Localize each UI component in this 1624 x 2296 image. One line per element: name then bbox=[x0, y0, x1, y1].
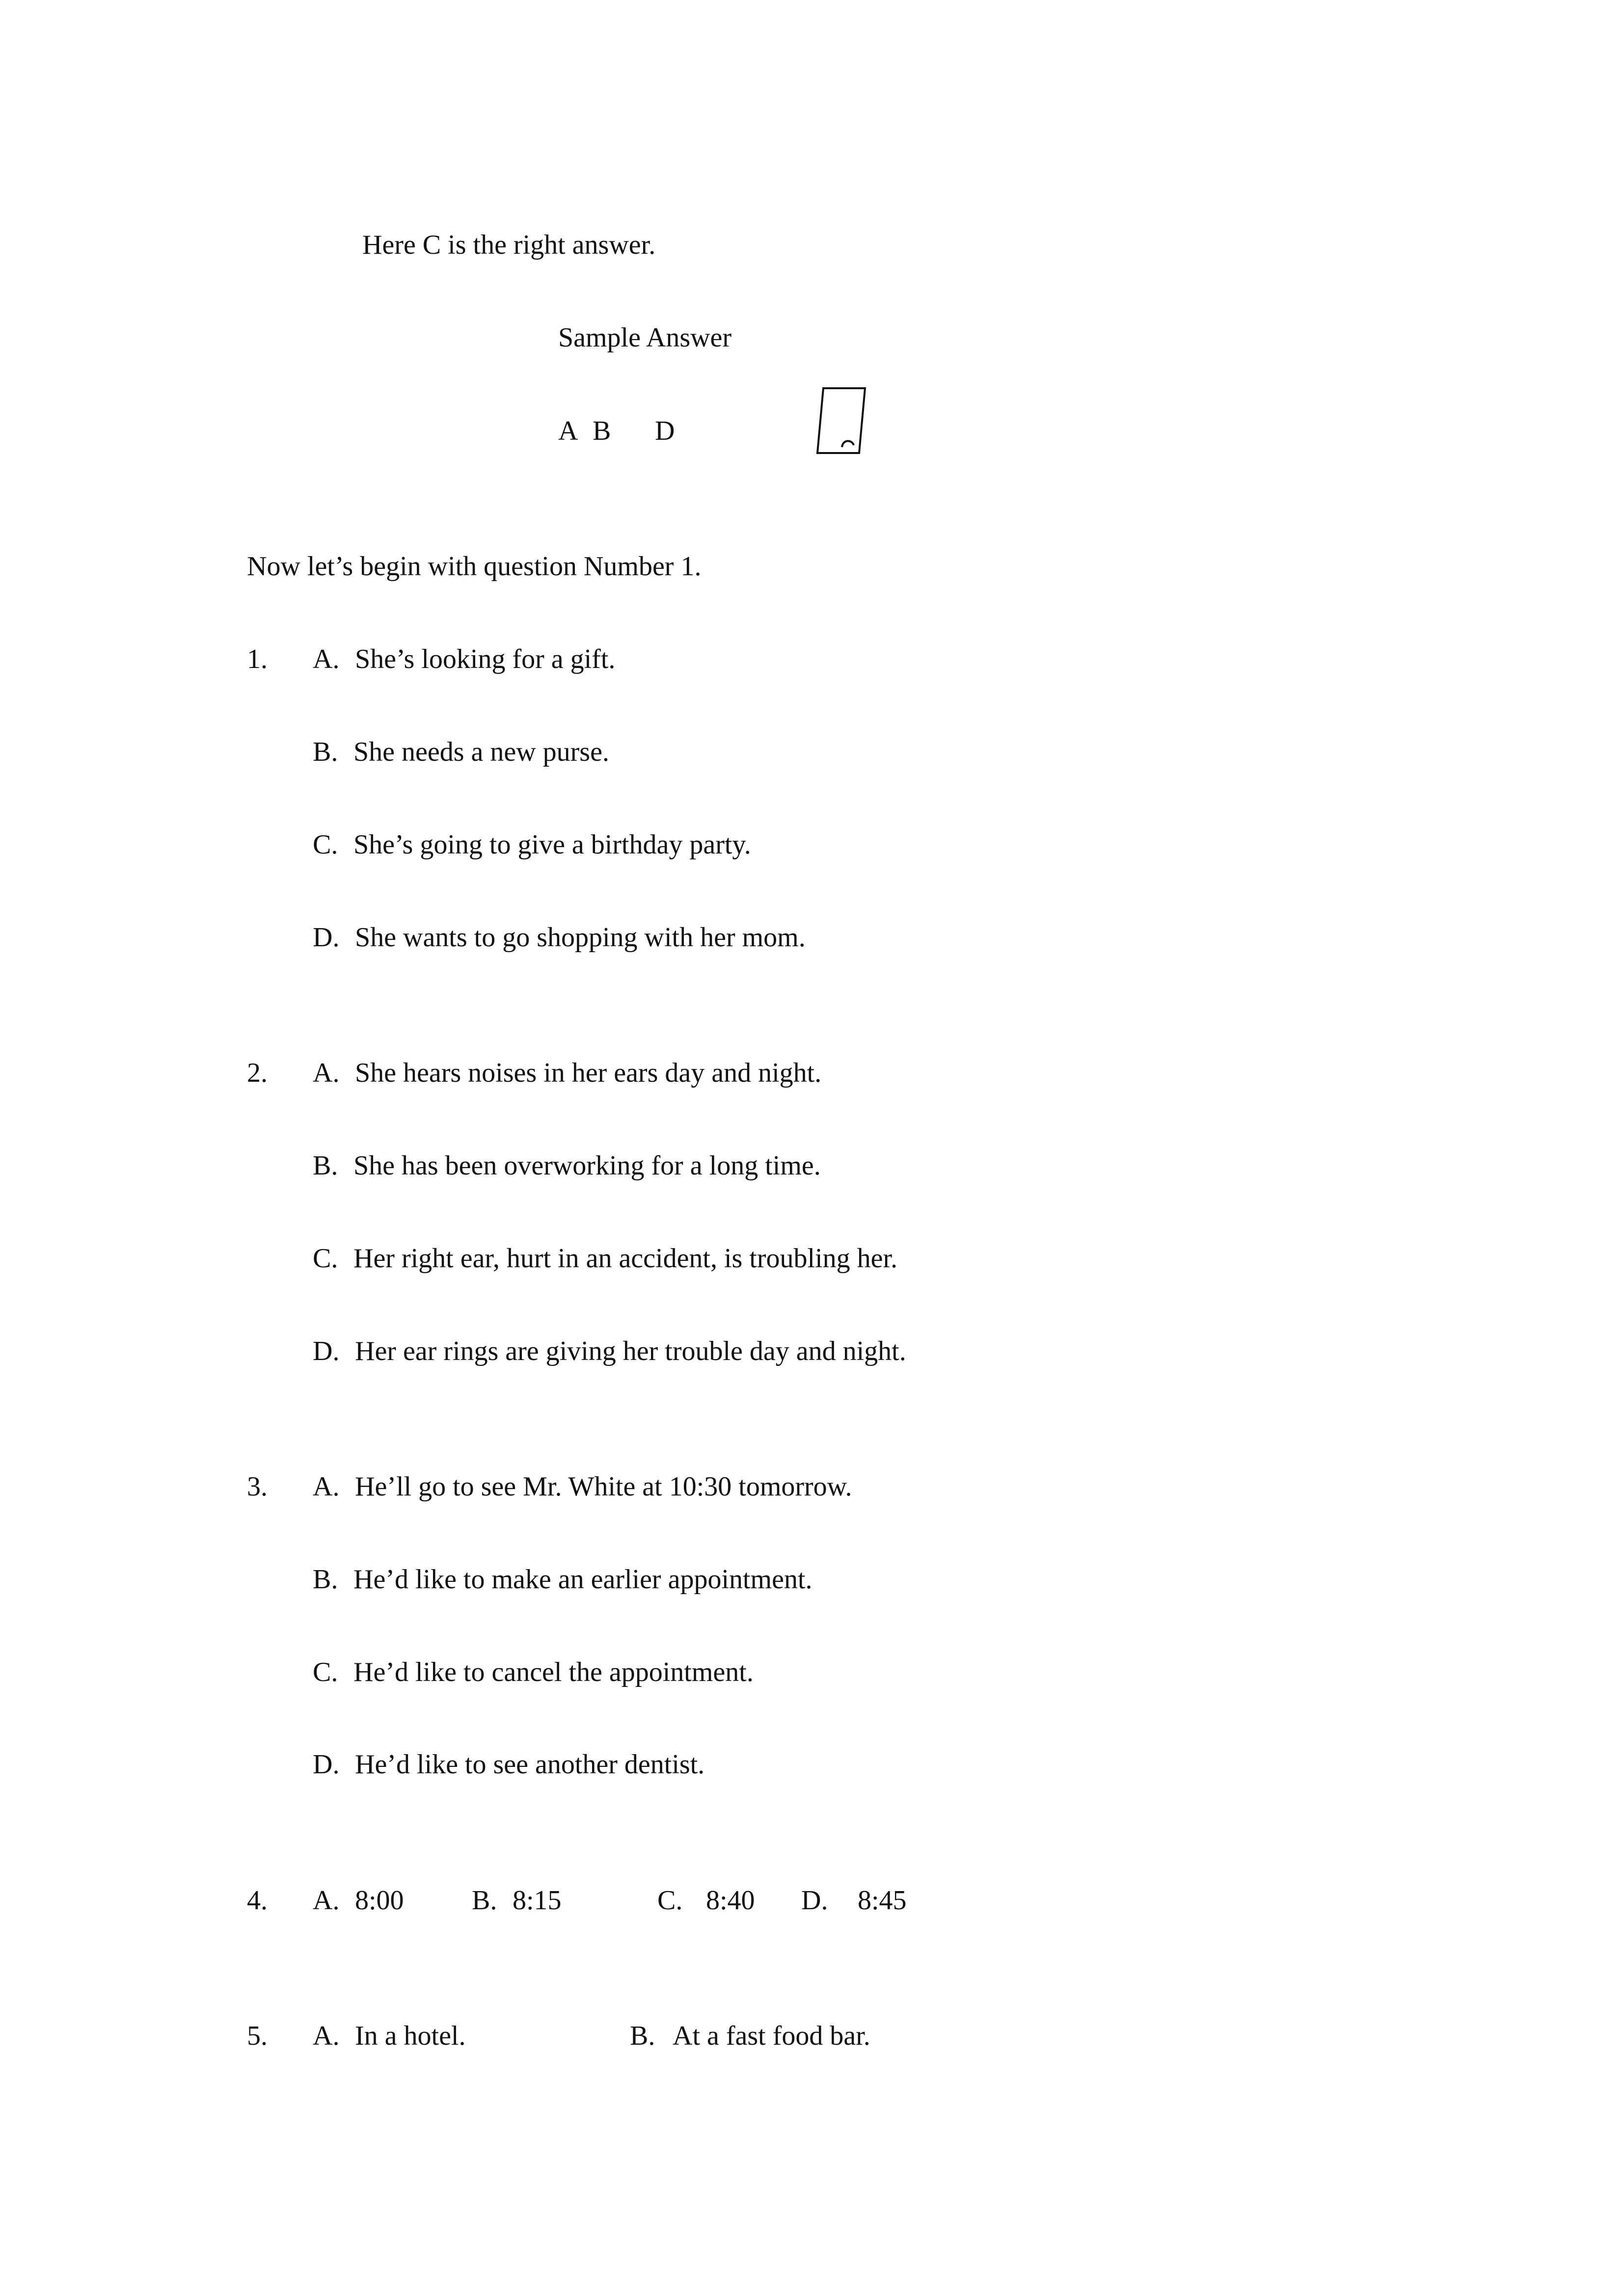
question-4-number: 4. bbox=[247, 1885, 268, 1916]
q1-option-d-text: She wants to go shopping with her mom. bbox=[355, 922, 806, 953]
q4-option-a-text: 8:00 bbox=[355, 1885, 404, 1916]
q2-option-a-letter: A. bbox=[313, 1058, 340, 1088]
instruction-text: Now let’s begin with question Number 1. bbox=[247, 551, 702, 582]
q4-option-b-text: 8:15 bbox=[513, 1885, 562, 1916]
q4-option-b-letter: B. bbox=[472, 1885, 497, 1916]
right-answer-note: Here C is the right answer. bbox=[362, 230, 656, 260]
q3-option-a-text: He’ll go to see Mr. White at 10:30 tomorrow. bbox=[355, 1471, 852, 1502]
q4-option-d-letter: D. bbox=[801, 1885, 828, 1916]
q1-option-c-letter: C. bbox=[313, 829, 338, 860]
q5-option-a-letter: A. bbox=[313, 2021, 340, 2051]
q4-option-c-text: 8:40 bbox=[706, 1885, 755, 1916]
q3-option-b-text: He’d like to make an earlier appointment. bbox=[353, 1564, 812, 1595]
q4-option-d-text: 8:45 bbox=[858, 1885, 907, 1916]
q1-option-b-letter: B. bbox=[313, 737, 338, 767]
q2-option-b-letter: B. bbox=[313, 1150, 338, 1181]
q2-option-d-text: Her ear rings are giving her trouble day and night. bbox=[355, 1336, 906, 1366]
q3-option-c-letter: C. bbox=[313, 1657, 338, 1687]
q1-option-a-letter: A. bbox=[313, 644, 340, 674]
q4-option-c-letter: C. bbox=[657, 1885, 683, 1916]
q1-option-b-text: She needs a new purse. bbox=[353, 737, 609, 767]
q5-option-b-letter: B. bbox=[630, 2021, 655, 2051]
q1-option-c-text: She’s going to give a birthday party. bbox=[353, 829, 751, 860]
answer-mark-icon bbox=[812, 384, 871, 458]
q3-option-a-letter: A. bbox=[313, 1471, 340, 1502]
q5-option-a-text: In a hotel. bbox=[355, 2021, 466, 2051]
q3-option-b-letter: B. bbox=[313, 1564, 338, 1595]
sample-option-a: A bbox=[558, 416, 578, 446]
q2-option-a-text: She hears noises in her ears day and night. bbox=[355, 1058, 822, 1088]
q4-option-a-letter: A. bbox=[313, 1885, 340, 1916]
q2-option-c-letter: C. bbox=[313, 1243, 338, 1274]
q1-option-d-letter: D. bbox=[313, 922, 340, 953]
q3-option-d-letter: D. bbox=[313, 1749, 340, 1780]
q5-option-b-text: At a fast food bar. bbox=[673, 2021, 870, 2051]
sample-option-b: B bbox=[593, 416, 611, 446]
question-2-number: 2. bbox=[247, 1058, 268, 1088]
sample-option-d: D bbox=[655, 416, 675, 446]
q2-option-b-text: She has been overworking for a long time. bbox=[353, 1150, 821, 1181]
sample-answer-heading: Sample Answer bbox=[558, 322, 732, 353]
q2-option-d-letter: D. bbox=[313, 1336, 340, 1366]
q3-option-d-text: He’d like to see another dentist. bbox=[355, 1749, 705, 1780]
question-5-number: 5. bbox=[247, 2021, 268, 2051]
question-1-number: 1. bbox=[247, 644, 268, 674]
question-3-number: 3. bbox=[247, 1471, 268, 1502]
q1-option-a-text: She’s looking for a gift. bbox=[355, 644, 616, 674]
q2-option-c-text: Her right ear, hurt in an accident, is troubling her. bbox=[353, 1243, 898, 1274]
q3-option-c-text: He’d like to cancel the appointment. bbox=[353, 1657, 754, 1687]
